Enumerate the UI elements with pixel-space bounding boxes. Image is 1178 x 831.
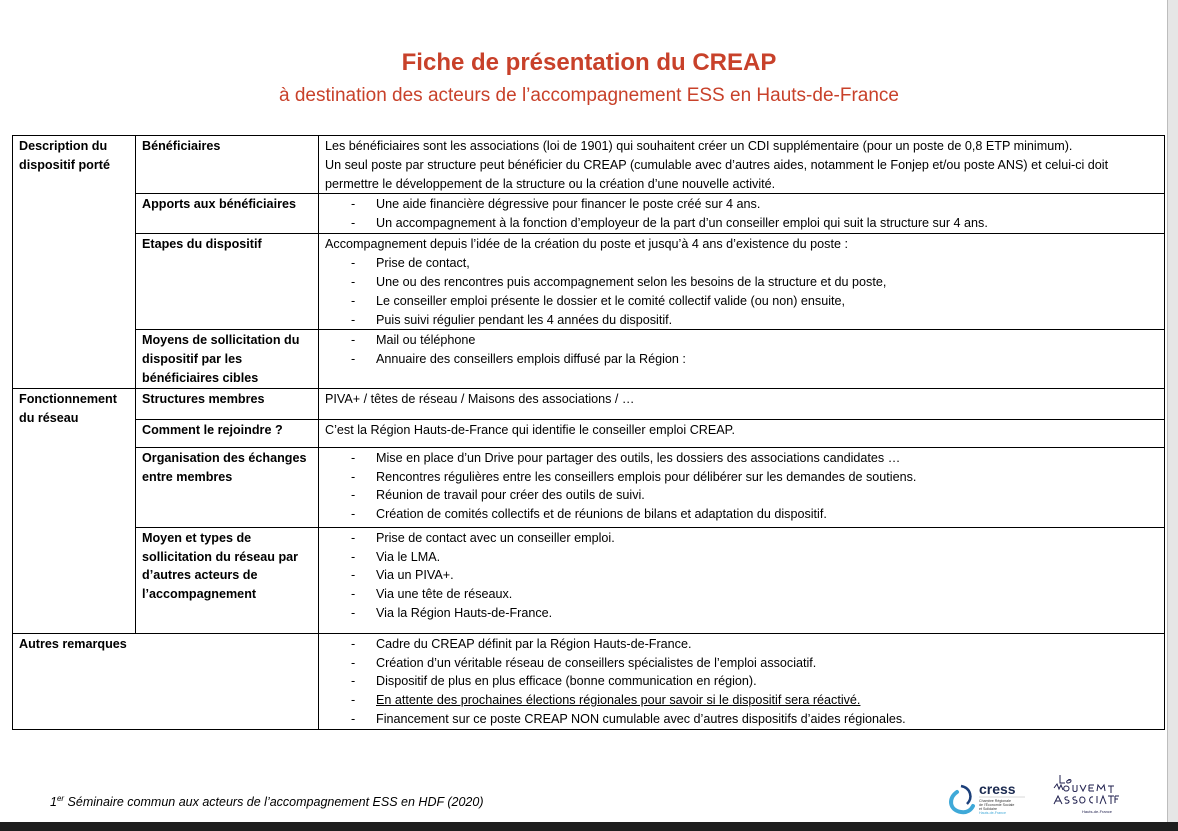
list-item <box>325 691 1158 710</box>
footer-note <box>50 794 484 809</box>
cress-line: et Solidaire <box>979 807 997 811</box>
list-item: - Via un PIVA+. <box>325 566 1158 585</box>
list-item: - Via une tête de réseaux. <box>325 585 1158 604</box>
row-label: Apports aux bénéficiaires <box>136 194 319 234</box>
list-item: - Prise de contact avec un conseiller emploi. <box>325 529 1158 548</box>
list-item: - Prise de contact, <box>325 254 1158 273</box>
window-bottom-edge <box>0 822 1178 831</box>
row-content <box>319 633 1165 729</box>
list-item: - Une aide financière dégressive pour financer le poste créé sur 4 ans. <box>325 195 1158 214</box>
list-item: - Un accompagnement à la fonction d’employeur de la part d’un conseiller emploi qui suit la structure sur 4 ans. <box>325 214 1158 233</box>
row-content: C’est la Région Hauts-de-France qui identifie le conseiller emploi CREAP. <box>319 419 1165 447</box>
list-item: - Puis suivi régulier pendant les 4 années du dispositif. <box>325 311 1158 330</box>
row-content <box>319 194 1165 234</box>
list-item: - Annuaire des conseillers emplois diffusé par la Région : <box>325 350 1158 369</box>
row-label: Moyen et types de sollicitation du réseau par d’autres acteurs de l’accompagnement <box>136 527 319 633</box>
intro-text: Accompagnement depuis l’idée de la création du poste et jusqu’à 4 ans d’existence du poste : <box>325 237 848 252</box>
paragraph: Un seul poste par structure peut bénéficier du CREAP (cumulable avec d’autres aides, notamment le Fonjep et/ou poste ANS) et celui-ci doit permettre le développement de la structure ou la création d’une nouvelle activité. <box>325 157 1109 191</box>
table-row <box>13 527 1165 633</box>
section-label: Fonctionnement du réseau <box>13 388 136 633</box>
cress-line: Hauts-de-France <box>979 811 1006 815</box>
row-content <box>319 527 1165 633</box>
window-scrollbar[interactable] <box>1167 0 1178 831</box>
section-label: Autres remarques <box>13 633 319 729</box>
mouvement-associatif-region: Hauts-de-France <box>1082 809 1113 814</box>
list-item: - Le conseiller emploi présente le dossier et le comité collectif valide (ou non) ensuite, <box>325 292 1158 311</box>
table-row <box>13 419 1165 447</box>
table-row <box>13 388 1165 419</box>
footer-note-number: 1 <box>50 795 57 810</box>
cress-swirl-icon <box>951 786 973 812</box>
bullet-list <box>325 529 1158 623</box>
bullet-list <box>325 635 1158 729</box>
list-item: - Réunion de travail pour créer des outils de suivi. <box>325 486 1158 505</box>
presentation-table <box>12 135 1165 730</box>
cress-wordmark: cress <box>979 781 1016 797</box>
list-item: - Via le LMA. <box>325 548 1158 567</box>
row-label: Etapes du dispositif <box>136 234 319 330</box>
table-row <box>13 447 1165 527</box>
row-label: Moyens de sollicitation du dispositif par les bénéficiaires cibles <box>136 330 319 388</box>
list-item: - Création d’un véritable réseau de conseillers spécialistes de l’emploi associatif. <box>325 654 1158 673</box>
row-label: Comment le rejoindre ? <box>136 419 319 447</box>
row-content <box>319 136 1165 194</box>
page-subtitle: à destination des acteurs de l’accompagnement ESS en Hauts-de-France <box>279 85 899 106</box>
bullet-list <box>325 195 1158 233</box>
list-item: - Rencontres régulières entre les conseillers emplois pour délibérer sur les demandes de soutiens. <box>325 468 1158 487</box>
row-content <box>319 234 1165 330</box>
paragraph: Les bénéficiaires sont les associations (loi de 1901) qui souhaitent créer un CDI supplémentaire (pour un poste de 0,8 ETP minimum). <box>325 139 1073 153</box>
table-row <box>13 330 1165 388</box>
list-item: - Mail ou téléphone <box>325 331 1158 350</box>
row-label: Bénéficiaires <box>136 136 319 194</box>
cress-line: Chambre Régionale <box>979 799 1011 803</box>
cress-logo <box>945 780 1035 818</box>
row-content: PIVA+ / têtes de réseau / Maisons des associations / … <box>319 388 1165 419</box>
mouvement-associatif-logo <box>1048 772 1120 818</box>
list-item: - Via la Région Hauts-de-France. <box>325 604 1158 623</box>
table-row <box>13 194 1165 234</box>
row-label: Organisation des échanges entre membres <box>136 447 319 527</box>
footer-note-sup: er <box>56 794 65 803</box>
row-label: Structures membres <box>136 388 319 419</box>
page-title: Fiche de présentation du CREAP <box>401 49 777 76</box>
bullet-list <box>325 254 1158 329</box>
list-item: - Financement sur ce poste CREAP NON cumulable avec d’autres dispositifs d’aides régionales. <box>325 710 1158 729</box>
table-row <box>13 136 1165 194</box>
list-item: - Une ou des rencontres puis accompagnement selon les besoins de la structure et du poste, <box>325 273 1158 292</box>
cress-line: de l’Économie Sociale <box>979 803 1015 807</box>
underlined-text: En attente des prochaines élections régionales pour savoir si le dispositif sera réactivé. <box>376 693 861 708</box>
list-item: - Création de comités collectifs et de réunions de bilans et adaptation du dispositif. <box>325 505 1158 524</box>
list-item: - Cadre du CREAP définit par la Région Hauts-de-France. <box>325 635 1158 654</box>
list-item: - Dispositif de plus en plus efficace (bonne communication en région). <box>325 672 1158 691</box>
table-row <box>13 234 1165 330</box>
bullet-list <box>325 449 1158 524</box>
mouvement-associatif-mark-icon <box>1054 775 1119 804</box>
footer-note-text: Séminaire commun aux acteurs de l’accompagnement ESS en HDF (2020) <box>64 795 484 810</box>
table-row <box>13 633 1165 729</box>
bullet-list <box>325 331 1158 369</box>
list-item: - Mise en place d’un Drive pour partager des outils, les dossiers des associations candidates … <box>325 449 1158 468</box>
section-label: Description du dispositif porté <box>13 136 136 389</box>
row-content <box>319 447 1165 527</box>
row-content <box>319 330 1165 388</box>
